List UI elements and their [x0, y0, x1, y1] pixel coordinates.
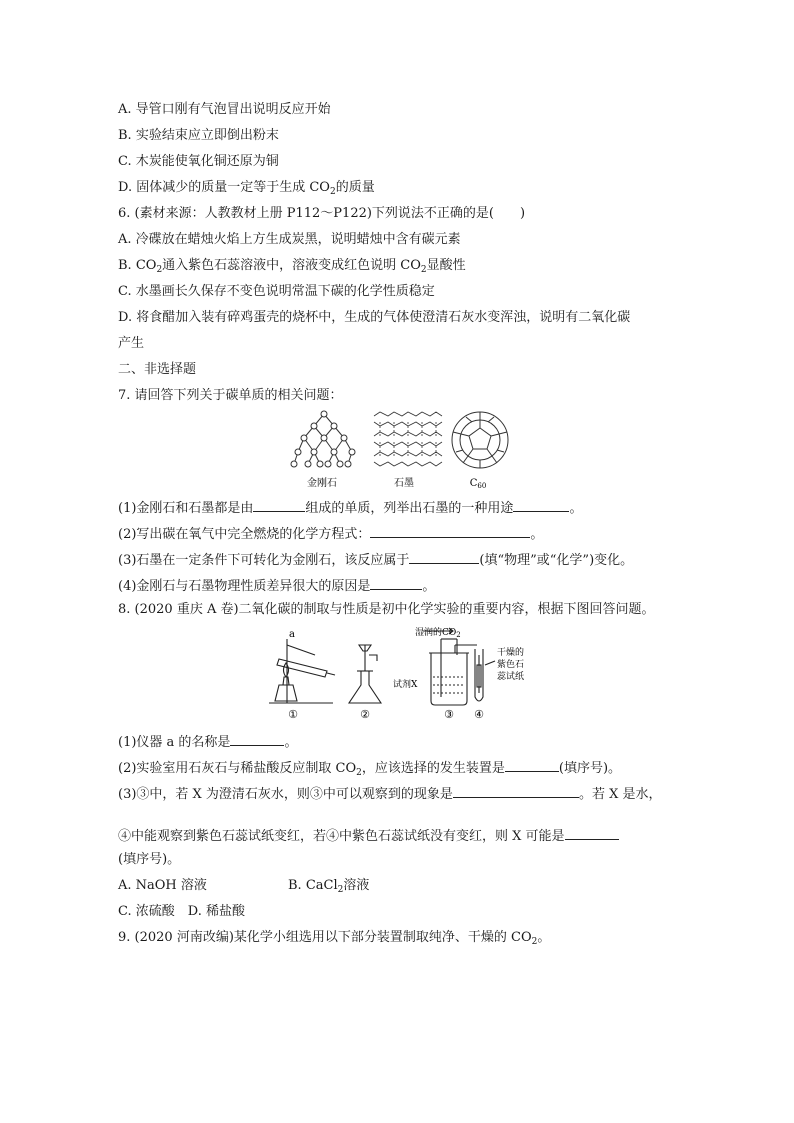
q7-part1 — [118, 497, 582, 518]
label-n3: ③ — [444, 708, 454, 721]
q8-p3-line2-text: ④中能观察到紫色石蕊试纸变红，若④中紫色石蕊试纸没有变红，则 X 可能是 — [118, 829, 565, 844]
q8-option-b — [288, 877, 369, 899]
q8-part3 — [118, 783, 661, 804]
q5-option-d-text: D. 固体减少的质量一定等于生成 CO — [118, 180, 330, 195]
q7-p3-a: (3)石墨在一定条件下可转化为金刚石，该反应属于 — [118, 553, 410, 568]
apparatus-heating-tube — [269, 639, 335, 703]
q8-part3-line2 — [118, 825, 619, 846]
q7-stem: 7. 请回答下列关于碳单质的相关问题： — [118, 388, 343, 403]
c60-label-sub: 60 — [477, 482, 487, 490]
subscript: 2 — [156, 265, 163, 275]
answer-blank[interactable] — [513, 497, 569, 512]
label-a: a — [289, 629, 295, 640]
q8-option-b-tail: 溶液 — [343, 878, 370, 893]
subscript: 2 — [337, 885, 344, 895]
q7-p3-b: (填“物理”或“化学”)变化。 — [479, 553, 634, 568]
c60-label-c: C — [469, 478, 478, 489]
q6-option-c: C. 水墨画长久保存不变色说明常温下碳的化学性质稳定 — [118, 284, 435, 299]
label-n1: ① — [288, 708, 298, 721]
answer-blank[interactable] — [253, 497, 305, 512]
q5-option-b: B. 实验结束应立即倒出粉末 — [118, 128, 279, 143]
q8-options-cd: C. 浓硫酸 D. 稀盐酸 — [118, 904, 245, 919]
q6-option-b — [118, 257, 466, 279]
subscript: 2 — [329, 187, 336, 197]
q7-p4-a: (4)金刚石与石墨物理性质差异很大的原因是 — [118, 579, 371, 594]
graphite-structure — [374, 412, 442, 466]
label-wet-co2-sub: 2 — [456, 631, 461, 639]
q8-option-b-text: B. CaCl — [288, 878, 338, 893]
diamond-label: 金刚石 — [307, 478, 337, 489]
diamond-structure — [291, 411, 355, 467]
answer-blank[interactable] — [370, 575, 422, 590]
q8-p2-a: (2)实验室用石灰石与稀盐酸反应制取 CO — [118, 761, 357, 776]
q9-stem-tail: 。 — [537, 930, 551, 945]
answer-blank[interactable] — [565, 825, 619, 840]
carbon-allotropes-svg — [290, 408, 510, 492]
q8-part3-line3: (填序号)。 — [118, 852, 181, 867]
q7-part4 — [118, 575, 435, 596]
carbon-allotropes-figure — [290, 408, 510, 492]
q6-option-a: A. 冷碟放在蜡烛火焰上方生成炭黑，说明蜡烛中含有碳元素 — [118, 232, 461, 247]
q9-stem-text: 9. (2020 河南改编)某化学小组选用以下部分装置制取纯净、干燥的 CO — [118, 930, 532, 945]
q8-p1-a: (1)仪器 a 的名称是 — [118, 735, 231, 750]
q8-part2 — [118, 757, 621, 782]
q7-p2-a: (2)写出碳在氧气中完全燃烧的化学方程式： — [118, 527, 371, 542]
q5-option-d-tail: 的质量 — [335, 180, 375, 195]
label-n2: ② — [360, 708, 370, 721]
label-dry-3: 蕊试纸 — [497, 672, 525, 682]
section-heading: 二、非选择题 — [118, 362, 197, 377]
answer-blank[interactable] — [505, 757, 559, 772]
q7-p1-c: 。 — [569, 501, 583, 516]
subscript: 2 — [356, 768, 362, 778]
subscript: 2 — [531, 937, 538, 947]
q7-part2 — [118, 523, 543, 544]
c60-structure — [452, 412, 508, 468]
answer-blank[interactable] — [370, 523, 530, 538]
answer-blank[interactable] — [230, 731, 284, 746]
q7-p1-a: (1)金刚石和石墨都是由 — [118, 501, 254, 516]
label-reagent-x: 试剂X — [393, 680, 418, 690]
label-dry-1: 干燥的 — [497, 648, 525, 658]
q7-part3 — [118, 549, 633, 570]
c60-label — [470, 478, 487, 490]
q8-p2-c: (填序号)。 — [558, 761, 622, 776]
label-wet-co2 — [415, 626, 461, 639]
answer-blank[interactable] — [409, 549, 479, 564]
q7-p4-b: 。 — [422, 579, 436, 594]
label-wet-co2-text: 湿润的CO — [415, 628, 457, 638]
q8-p3-b: 。若 X 是水， — [578, 787, 662, 802]
q8-p3-a: (3)③中，若 X 为澄清石灰水，则③中可以观察到的现象是 — [118, 787, 453, 802]
q7-p1-b: 组成的单质，列举出石墨的一种用途 — [305, 501, 514, 516]
q8-option-a: A. NaOH 溶液 — [118, 878, 207, 893]
q5-option-c: C. 木炭能使氧化铜还原为铜 — [118, 154, 279, 169]
q6-stem: 6. (素材来源：人教教材上册 P112～P122)下列说法不正确的是( ) — [118, 206, 526, 221]
label-dry-2: 紫色石 — [497, 660, 525, 670]
q8-part1 — [118, 731, 297, 752]
q8-p1-b: 。 — [284, 735, 298, 750]
q5-option-d — [118, 179, 375, 201]
q6-b-1: B. CO — [118, 258, 157, 273]
q6-option-d-line1: D. 将食醋加入装有碎鸡蛋壳的烧杯中，生成的气体使澄清石灰水变浑浊，说明有二氧化碳 — [118, 310, 631, 325]
q8-stem: 8. (2020 重庆 A 卷)二氧化碳的制取与性质是初中化学实验的重要内容，根据下图回答问题。 — [118, 602, 655, 617]
q6-b-3: 显酸性 — [426, 258, 466, 273]
subscript: 2 — [420, 265, 427, 275]
q5-option-a: A. 导管口刚有气泡冒出说明反应开始 — [118, 102, 331, 117]
graphite-label: 石墨 — [394, 478, 414, 489]
q6-b-2: 通入紫色石蕊溶液中，溶液变成红色说明 CO — [162, 258, 421, 273]
apparatus-gas-bottle — [423, 628, 477, 705]
q7-p2-b: 。 — [530, 527, 544, 542]
q6-option-d-line2: 产生 — [118, 336, 145, 351]
co2-apparatus-svg — [257, 625, 537, 721]
apparatus-litmus-tube — [475, 649, 495, 701]
apparatus-flask — [349, 645, 381, 703]
answer-blank[interactable] — [453, 783, 579, 798]
label-n4: ④ — [474, 708, 484, 721]
q8-p2-b: ，应该选择的发生装置是 — [361, 761, 505, 776]
q9-stem — [118, 929, 550, 951]
co2-apparatus-figure — [257, 625, 537, 721]
